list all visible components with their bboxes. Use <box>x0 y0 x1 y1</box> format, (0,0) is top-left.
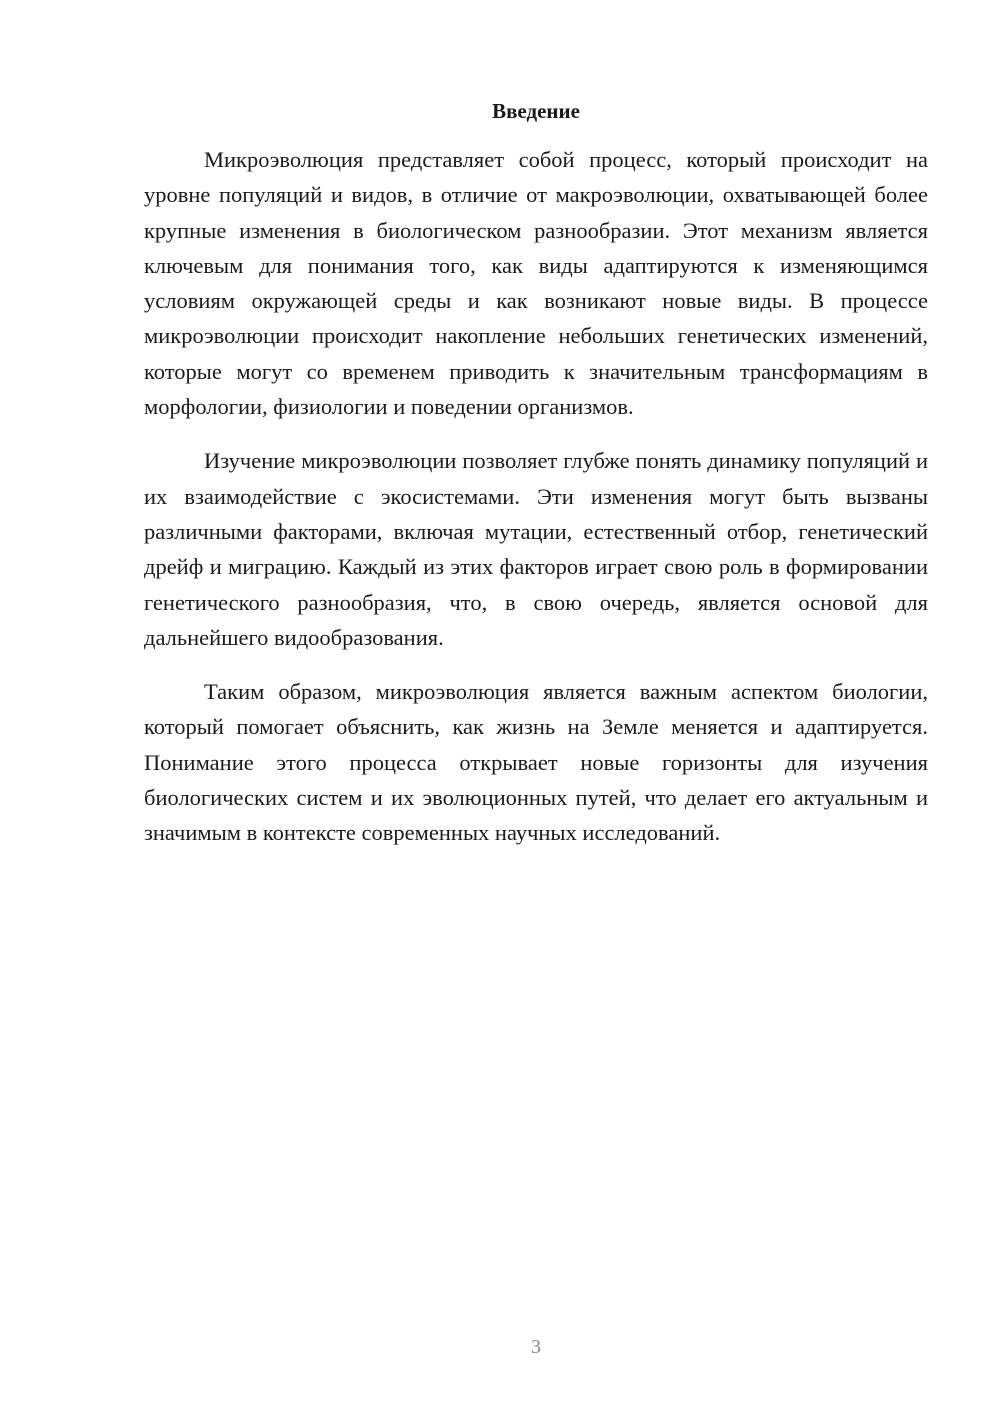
body-text <box>144 142 928 870</box>
section-heading: Введение <box>492 99 580 123</box>
paragraph-3: Таким образом, микроэволюция является важным аспектом биологии, который помогает объяснить, как жизнь на Земле меняется и адаптируется. Понимание этого процесса открывает новые горизонты для изучения биологических систем и их эволюционных путей, что делает его актуальным и значимым в контексте современных научных исследований. <box>144 679 928 846</box>
page-number: 3 <box>531 1336 541 1358</box>
paragraph-2: Изучение микроэволюции позволяет глубже понять динамику популяций и их взаимодействие с экосистемами. Эти изменения могут быть вызваны различными факторами, включая мутации, естественный отбор, генетический дрейф и миграцию. Каждый из этих факторов играет свою роль в формировании генетического разнообразия, что, в свою очередь, является основой для дальнейшего видообразования. <box>144 448 928 650</box>
paragraph-1: Микроэволюция представляет собой процесс, который происходит на уровне популяций и видов, в отличие от макроэволюции, охватывающей более крупные изменения в биологическом разнообразии. Этот механизм является ключевым для понимания того, как виды адаптируются к изменяющимся условиям окружающей среды и как возникают новые виды. В процессе микроэволюции происходит накопление небольших генетических изменений, которые могут со временем приводить к значительным трансформациям в морфологии, физиологии и поведении организмов. <box>144 147 928 420</box>
